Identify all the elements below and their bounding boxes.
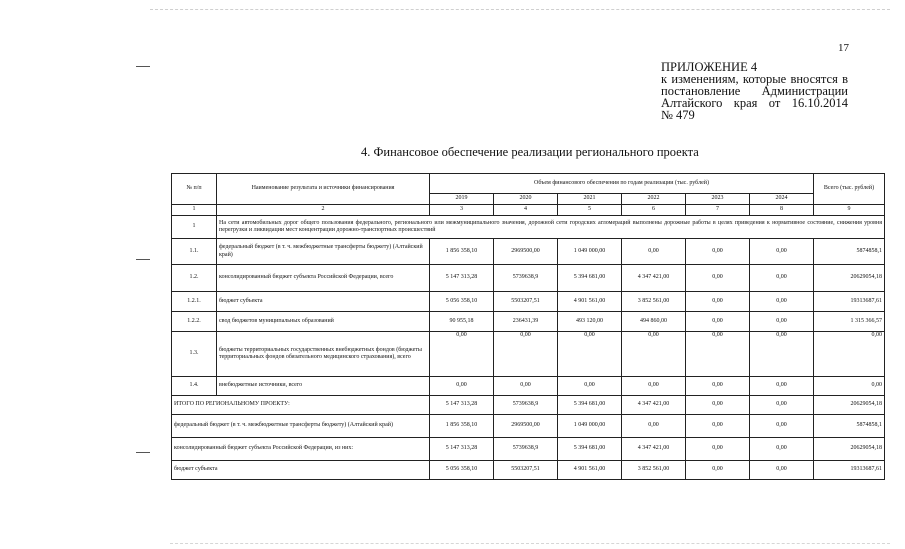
- summary-value: 4 347 421,00: [622, 396, 686, 415]
- appendix-line: Алтайского края от 16.10.2014: [661, 96, 848, 110]
- summary-value: 5 147 313,28: [430, 438, 494, 461]
- row-total: 20629054,18: [814, 265, 885, 292]
- header-year: 2024: [750, 194, 814, 205]
- row-value: 90 955,18: [430, 312, 494, 332]
- row-value: 493 120,00: [558, 312, 622, 332]
- table-row: [172, 377, 885, 396]
- row-num: 1.1.: [172, 239, 217, 265]
- row-value: 5 056 358,10: [430, 292, 494, 312]
- appendix-line: постановление Администрации: [661, 84, 848, 98]
- row-value: 3 852 561,00: [622, 292, 686, 312]
- appendix-block: [661, 61, 848, 121]
- summary-total: 20629054,18: [814, 396, 885, 415]
- scan-artifact-top: [150, 9, 890, 10]
- row-value: 5739638,9: [494, 265, 558, 292]
- summary-value: 0,00: [622, 415, 686, 438]
- summary-name: бюджет субъекта: [172, 461, 430, 480]
- header-year: 2023: [686, 194, 750, 205]
- header-year: 2021: [558, 194, 622, 205]
- summary-total: 5874858,1: [814, 415, 885, 438]
- row-value: 0,00: [750, 265, 814, 292]
- header-num: № п/п: [172, 174, 217, 205]
- column-number: 7: [686, 205, 750, 216]
- row-value: 4 901 561,00: [558, 292, 622, 312]
- column-number: 4: [494, 205, 558, 216]
- row-value: 2969500,00: [494, 239, 558, 265]
- summary-value: 5503207,51: [494, 461, 558, 480]
- summary-value: 0,00: [750, 438, 814, 461]
- margin-mark: [136, 452, 150, 453]
- summary-total: 19313687,61: [814, 461, 885, 480]
- header-year: 2022: [622, 194, 686, 205]
- column-number: 2: [217, 205, 430, 216]
- summary-value: 5 394 681,00: [558, 396, 622, 415]
- margin-mark: [136, 66, 150, 67]
- header-volume: Объем финансового обеспечения по годам реализации (тыс. рублей): [430, 174, 814, 194]
- table-row: [172, 312, 885, 332]
- summary-value: 5 147 313,28: [430, 396, 494, 415]
- summary-value: 0,00: [686, 461, 750, 480]
- row-value: 0,00: [494, 332, 558, 377]
- row-value: 0,00: [686, 332, 750, 377]
- row-value: 0,00: [686, 377, 750, 396]
- row-name: федеральный бюджет (в т. ч. межбюджетные трансферты бюджету) (Алтайский край): [217, 239, 430, 265]
- row-name: бюджеты территориальных государственных внебюджетных фондов (бюджеты территориальных фондов обязательного медицинского страхования), всего: [217, 332, 430, 377]
- row-value: 0,00: [686, 312, 750, 332]
- row-value: 5 394 681,00: [558, 265, 622, 292]
- row-value: 0,00: [558, 377, 622, 396]
- column-number: 6: [622, 205, 686, 216]
- financing-table: [171, 173, 885, 480]
- row-num: 1.2.2.: [172, 312, 217, 332]
- summary-value: 0,00: [750, 415, 814, 438]
- row-total: 0,00: [814, 377, 885, 396]
- row-value: 0,00: [430, 332, 494, 377]
- column-number: 9: [814, 205, 885, 216]
- row-value: 0,00: [750, 332, 814, 377]
- column-number: 1: [172, 205, 217, 216]
- summary-value: 0,00: [686, 415, 750, 438]
- summary-value: 5 056 358,10: [430, 461, 494, 480]
- summary-row: [172, 415, 885, 438]
- header-year: 2020: [494, 194, 558, 205]
- summary-value: 4 901 561,00: [558, 461, 622, 480]
- row-value: 1 049 000,00: [558, 239, 622, 265]
- table-row: [172, 265, 885, 292]
- summary-value: 0,00: [750, 396, 814, 415]
- table-row: [172, 292, 885, 312]
- row-value: 0,00: [686, 239, 750, 265]
- row-name: консолидированный бюджет субъекта Российской Федерации, всего: [217, 265, 430, 292]
- result-num: 1: [172, 216, 217, 239]
- row-value: 0,00: [622, 332, 686, 377]
- summary-value: 0,00: [686, 438, 750, 461]
- summary-name: консолидированный бюджет субъекта Российской Федерации, из них:: [172, 438, 430, 461]
- header-year: 2019: [430, 194, 494, 205]
- column-number: 8: [750, 205, 814, 216]
- row-value: 5 147 313,28: [430, 265, 494, 292]
- page-number: 17: [838, 42, 849, 54]
- summary-value: 4 347 421,00: [622, 438, 686, 461]
- row-num: 1.3.: [172, 332, 217, 377]
- row-value: 4 347 421,00: [622, 265, 686, 292]
- summary-value: 5739638,9: [494, 396, 558, 415]
- summary-value: 2969500,00: [494, 415, 558, 438]
- summary-value: 1 049 000,00: [558, 415, 622, 438]
- row-name: свод бюджетов муниципальных образований: [217, 312, 430, 332]
- summary-name: ИТОГО ПО РЕГИОНАЛЬНОМУ ПРОЕКТУ:: [172, 396, 430, 415]
- appendix-title: ПРИЛОЖЕНИЕ 4: [661, 60, 758, 74]
- column-number: 5: [558, 205, 622, 216]
- summary-value: 0,00: [750, 461, 814, 480]
- margin-mark: [136, 259, 150, 260]
- row-value: 0,00: [622, 377, 686, 396]
- row-value: 0,00: [558, 332, 622, 377]
- table-row: [172, 239, 885, 265]
- header-name: Наименование результата и источники финансирования: [217, 174, 430, 205]
- row-value: 236431,39: [494, 312, 558, 332]
- scan-artifact-bottom: [170, 543, 890, 544]
- row-value: 0,00: [686, 292, 750, 312]
- summary-row: [172, 396, 885, 415]
- column-number: 3: [430, 205, 494, 216]
- appendix-line: к изменениям, которые вносятся в: [661, 72, 848, 86]
- summary-row: [172, 438, 885, 461]
- row-value: 1 856 358,10: [430, 239, 494, 265]
- row-value: 0,00: [622, 239, 686, 265]
- summary-value: 0,00: [686, 396, 750, 415]
- summary-value: 1 856 358,10: [430, 415, 494, 438]
- summary-row: [172, 461, 885, 480]
- summary-value: 5 394 681,00: [558, 438, 622, 461]
- row-total: 5874858,1: [814, 239, 885, 265]
- row-num: 1.4.: [172, 377, 217, 396]
- row-name: внебюджетные источники, всего: [217, 377, 430, 396]
- row-total: 0,00: [814, 332, 885, 377]
- summary-value: 5739638,9: [494, 438, 558, 461]
- row-total: 1 315 366,57: [814, 312, 885, 332]
- row-value: 0,00: [750, 292, 814, 312]
- section-title: 4. Финансовое обеспечение реализации регионального проекта: [361, 145, 699, 159]
- row-value: 0,00: [494, 377, 558, 396]
- appendix-line: № 479: [661, 108, 695, 122]
- row-value: 0,00: [430, 377, 494, 396]
- row-num: 1.2.: [172, 265, 217, 292]
- header-total: Всего (тыс. рублей): [814, 174, 885, 205]
- row-value: 0,00: [750, 239, 814, 265]
- row-value: 494 860,00: [622, 312, 686, 332]
- row-value: 0,00: [686, 265, 750, 292]
- row-value: 5503207,51: [494, 292, 558, 312]
- result-text: На сети автомобильных дорог общего пользования федерального, регионального или межмуниципального значения, дорожной сети городских агломераций выполнены дорожные работы в целях приведения к нормативное состояние, снижения уровня перегрузки и ликвидации мест концентрации дорожно-транспортных происшествий: [217, 216, 885, 239]
- summary-name: федеральный бюджет (в т. ч. межбюджетные трансферты бюджету) (Алтайский край): [172, 415, 430, 438]
- row-total: 19313687,61: [814, 292, 885, 312]
- summary-value: 3 852 561,00: [622, 461, 686, 480]
- table-row: [172, 332, 885, 377]
- row-value: 0,00: [750, 377, 814, 396]
- row-name: бюджет субъекта: [217, 292, 430, 312]
- summary-total: 20629054,18: [814, 438, 885, 461]
- row-num: 1.2.1.: [172, 292, 217, 312]
- row-value: 0,00: [750, 312, 814, 332]
